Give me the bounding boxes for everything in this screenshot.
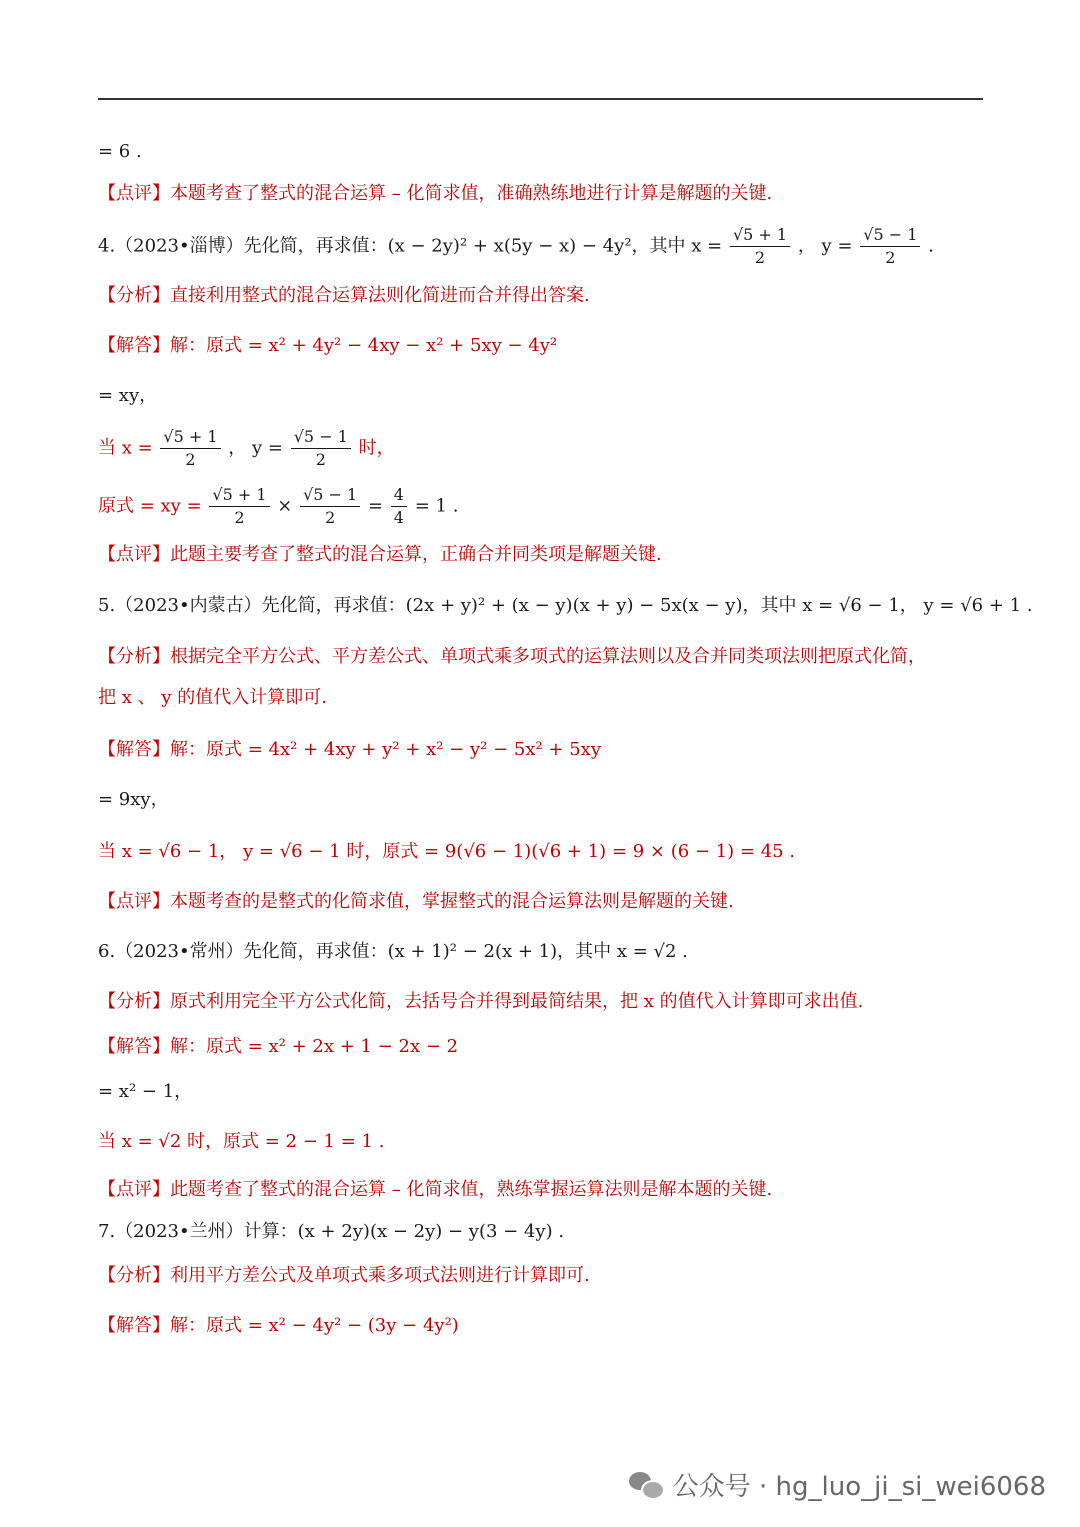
analysis-line: 【分析】直接利用整式的混合运算法则化简进而合并得出答案. — [98, 285, 590, 306]
fraction: $\frac{√5 - 1}{2}$ — [291, 426, 351, 471]
fraction: $\frac{√5 - 1}{2}$ — [300, 484, 360, 529]
problem-7: 7.（2023•兰州）计算：(x + 2y)(x − 2y) − y(3 − 4y) . — [98, 1221, 565, 1242]
fraction: $\frac{4}{4}$ — [391, 484, 407, 529]
watermark-text: 公众号 · hg_luo_ji_si_wei6068 — [672, 1472, 1046, 1502]
problem-6: 6.（2023•常州）先化简，再求值：(x + 1)² − 2(x + 1)，其中 x = √2 . — [98, 941, 688, 962]
line: 当 x = √6 − 1， y = √6 − 1 时，原式 = 9(√6 − 1)(√6 + 1) = 9 × (6 − 1) = 45 . — [98, 841, 796, 862]
watermark — [629, 1466, 1046, 1503]
line: 原式 = xy = $\frac{√5 + 1}{2}$ × $\frac{√5 - 1}{2}$ = $\frac{4}{4}$ = 1 . — [98, 485, 459, 527]
answer-line: 【解答】解：原式 = x² − 4y² − (3y − 4y²) — [98, 1315, 459, 1336]
answer-line: 【解答】解：原式 = 4x² + 4xy + y² + x² − y² − 5x² + 5xy — [98, 739, 601, 760]
comment-line: 【点评】此题考查了整式的混合运算 – 化简求值，熟练掌握运算法则是解本题的关键. — [98, 1179, 773, 1200]
fraction: $\frac{√5 + 1}{2}$ — [160, 426, 220, 471]
line: = xy， — [98, 385, 158, 406]
line: = 9xy， — [98, 789, 169, 810]
line: 当 x = $\frac{√5 + 1}{2}$ ， y = $\frac{√5 - 1}{2}$ 时， — [98, 427, 395, 469]
problem-4: 4.（2023•淄博）先化简，再求值：(x − 2y)² + x(5y − x) − 4y²，其中 x = $\frac{√5 + 1}{2}$ ， y = $\frac{√5 - 1}{2}$ . — [98, 225, 934, 267]
analysis-line: 【分析】原式利用完全平方公式化简，去括号合并得到最简结果，把 x 的值代入计算即可求出值. — [98, 991, 864, 1012]
analysis-line: 【分析】利用平方差公式及单项式乘多项式法则进行计算即可. — [98, 1265, 590, 1286]
analysis-line: 【分析】根据完全平方公式、平方差公式、单项式乘多项式的运算法则以及合并同类项法则把原式化简， — [98, 646, 926, 667]
header-rule — [98, 98, 983, 100]
answer-line: 【解答】解：原式 = x² + 2x + 1 − 2x − 2 — [98, 1036, 459, 1057]
comment-line: 【点评】本题考查的是整式的化简求值，掌握整式的混合运算法则是解题的关键. — [98, 891, 734, 912]
fraction: $\frac{√5 + 1}{2}$ — [209, 484, 269, 529]
problem-5: 5.（2023•内蒙古）先化简，再求值：(2x + y)² + (x − y)(x + y) − 5x(x − y)，其中 x = √6 − 1， y = √6 + 1 . — [98, 595, 1033, 616]
analysis-line: 把 x 、 y 的值代入计算即可. — [98, 687, 327, 708]
line: 当 x = √2 时，原式 = 2 − 1 = 1 . — [98, 1131, 385, 1152]
answer-line: 【解答】解：原式 = x² + 4y² − 4xy − x² + 5xy − 4y² — [98, 335, 558, 356]
wechat-icon — [629, 1470, 663, 1500]
comment-line: 【点评】此题主要考查了整式的混合运算，正确合并同类项是解题关键. — [98, 544, 662, 565]
fraction: $\frac{√5 - 1}{2}$ — [860, 224, 920, 269]
comment-line: 【点评】本题考查了整式的混合运算 – 化简求值，准确熟练地进行计算是解题的关键. — [98, 183, 773, 204]
fraction: $\frac{√5 + 1}{2}$ — [730, 224, 790, 269]
line: = x² − 1， — [98, 1081, 193, 1102]
line: = 6 . — [98, 141, 142, 162]
